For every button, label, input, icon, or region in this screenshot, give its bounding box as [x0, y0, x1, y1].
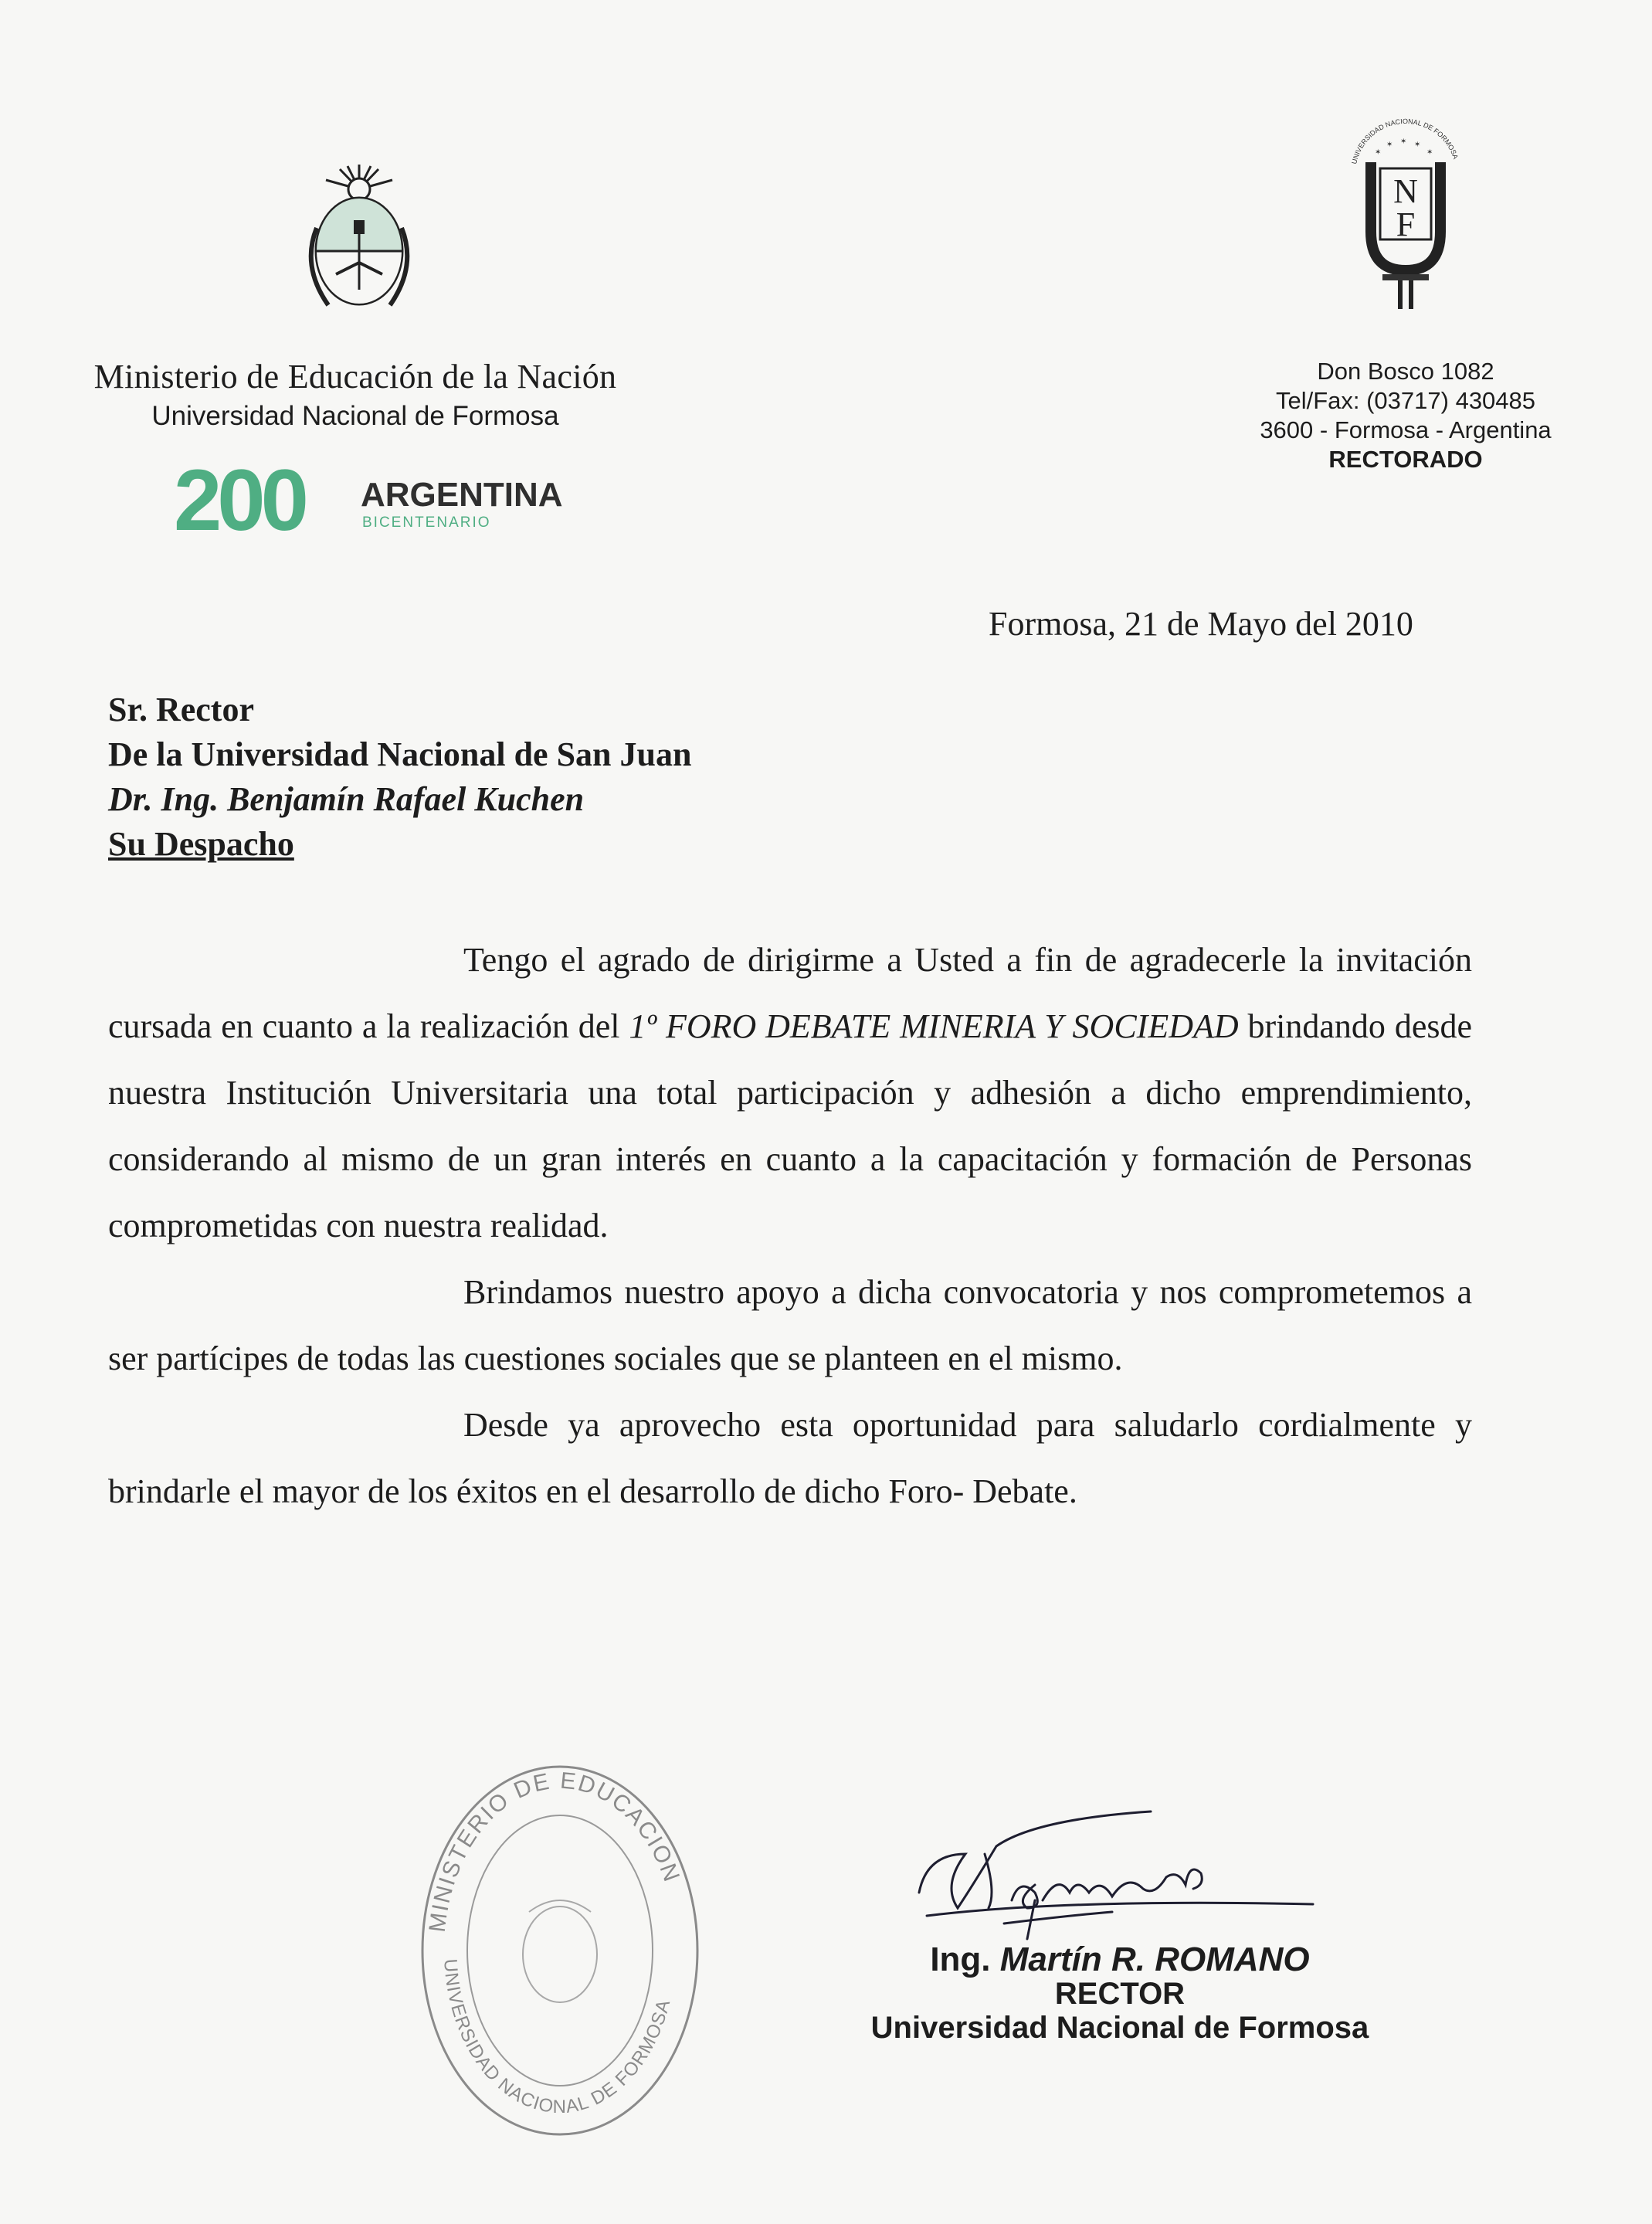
stamp-bottom-text: UNIVERSIDAD NACIONAL DE FORMOSA: [439, 1957, 675, 2118]
signer-title: RECTOR: [1054, 1977, 1186, 2011]
body-p1-text-b: brindando desde nuestra Institución Universitaria una total participación y adhesión a dicho emprendimiento, considerando al mismo de un gran interés en cuanto a la capacitación y formación de Personas comprometidas con nuestra realidad.: [108, 1007, 1473, 1244]
recipient-line-4: Su Despacho: [108, 825, 294, 863]
signer-institution: Universidad Nacional de Formosa: [870, 2011, 1369, 2045]
letter-date: Formosa, 21 de Mayo del 2010: [989, 605, 1413, 643]
body-p1-text-a: Tengo el agrado de dirigirme a Usted a fin de agradecerle la invitación cursada en cuanto a la realización del: [108, 941, 1472, 1045]
svg-text:✶: ✶: [1414, 141, 1421, 149]
bicentenario-number: 200: [174, 452, 304, 548]
letter-body: [108, 927, 1472, 1525]
svg-text:MINISTERIO DE EDUCACION: [425, 1768, 685, 1934]
ministry-name: Ministerio de Educación de la Nación: [93, 358, 617, 396]
signer-prefix: Ing.: [930, 1940, 1000, 1978]
contact-phone: Tel/Fax: (03717) 430485: [1275, 387, 1536, 414]
contact-block: [1205, 357, 1606, 474]
signer-name: Martín R. ROMANO: [999, 1940, 1310, 1978]
logo-letter-n: N: [1393, 172, 1418, 210]
contact-office: RECTORADO: [1328, 446, 1483, 473]
bicentenario-country: ARGENTINA: [361, 476, 563, 514]
recipient-line-1: Sr. Rector: [108, 691, 254, 728]
coat-of-arms-icon: [293, 158, 425, 324]
svg-text:✶: ✶: [1426, 148, 1433, 157]
ministry-header: [46, 357, 664, 432]
contact-city: 3600 - Formosa - Argentina: [1260, 416, 1552, 443]
recipient-block: [108, 688, 691, 867]
event-name: 1º FORO DEBATE MINERIA Y SOCIEDAD: [629, 1007, 1239, 1045]
signature-icon: [911, 1800, 1328, 1947]
university-logo-icon: [1340, 108, 1471, 317]
bicentenario-subtitle: BICENTENARIO: [362, 514, 491, 531]
university-name: Universidad Nacional de Formosa: [151, 401, 559, 431]
svg-text:✶: ✶: [1400, 138, 1407, 146]
recipient-line-3: Dr. Ing. Benjamín Rafael Kuchen: [108, 780, 585, 818]
signer-name-line: [850, 1940, 1390, 1978]
svg-text:✶: ✶: [1375, 148, 1382, 157]
official-stamp-icon: [413, 1757, 707, 2144]
svg-text:✶: ✶: [1386, 141, 1393, 149]
stamp-top-text: MINISTERIO DE EDUCACION: [424, 1767, 685, 1934]
recipient-line-2: De la Universidad Nacional de San Juan: [108, 735, 692, 773]
bicentenario-logo: [174, 452, 575, 548]
logo-letter-f: F: [1396, 205, 1416, 243]
body-paragraph-1: [108, 927, 1472, 1259]
signer-block: [850, 1940, 1390, 2045]
contact-address: Don Bosco 1082: [1317, 358, 1494, 385]
body-paragraph-2: Brindamos nuestro apoyo a dicha convocatoria y nos comprometemos a ser partícipes de todas las cuestiones sociales que se planteen en el mismo.: [108, 1273, 1472, 1377]
body-paragraph-3: Desde ya aprovecho esta oportunidad para saludarlo cordialmente y brindarle el mayor de los éxitos en el desarrollo de dicho Foro- Debate.: [108, 1406, 1472, 1510]
logo-ring-text: UNIVERSIDAD NACIONAL DE FORMOSA: [1350, 117, 1460, 165]
